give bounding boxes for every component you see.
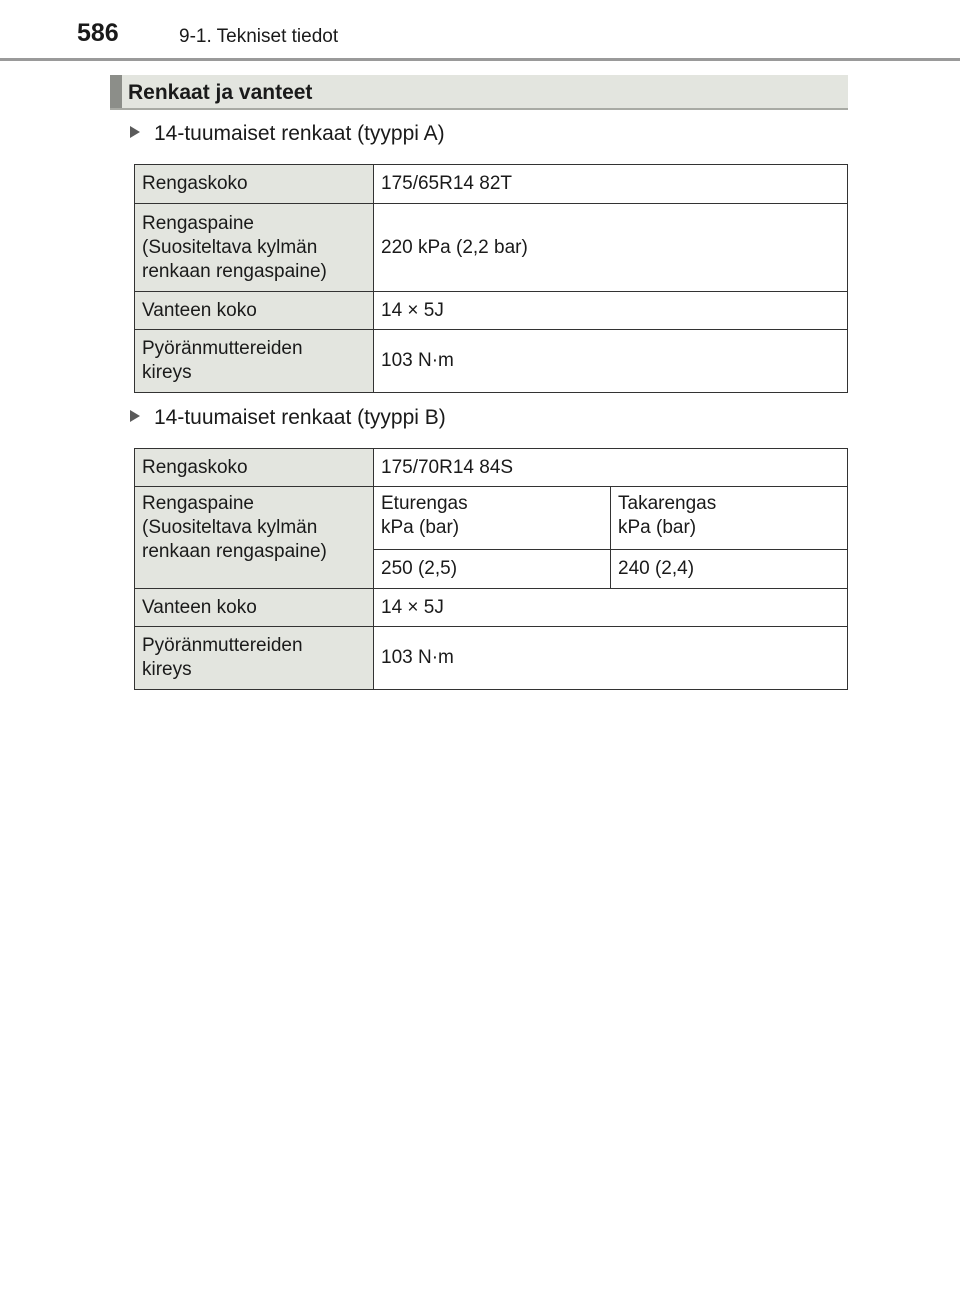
table-row [135, 589, 848, 627]
arrow-right-icon [130, 126, 140, 138]
tire-pressure-label: Rengaspaine (Suositeltava kylmän renkaan rengaspaine) [135, 204, 374, 292]
table-row [135, 449, 848, 487]
tire-a-spec-table [134, 164, 848, 393]
rim-size-value: 14 × 5J [374, 292, 848, 330]
tire-size-label: Rengaskoko [135, 165, 374, 204]
section-heading [110, 75, 848, 110]
section-heading-bar [110, 75, 122, 108]
lug-nut-torque-label: Pyöränmuttereiden kireys [135, 627, 374, 690]
table-row [135, 165, 848, 204]
table-row [135, 627, 848, 690]
subheading-tire-b-text: 14-tuumaiset renkaat (tyyppi B) [154, 406, 446, 429]
tire-size-value: 175/70R14 84S [374, 449, 848, 487]
page-number: 586 [77, 19, 119, 47]
front-tire-header: Eturengas kPa (bar) [374, 487, 611, 550]
lug-nut-torque-label: Pyöränmuttereiden kireys [135, 330, 374, 393]
rear-tire-header: Takarengas kPa (bar) [611, 487, 848, 550]
lug-nut-torque-value: 103 N·m [374, 330, 848, 393]
section-heading-text: Renkaat ja vanteet [128, 81, 313, 104]
tire-pressure-value: 220 kPa (2,2 bar) [374, 204, 848, 292]
lug-nut-torque-value: 103 N·m [374, 627, 848, 690]
rim-size-label: Vanteen koko [135, 292, 374, 330]
subheading-tire-a-text: 14-tuumaiset renkaat (tyyppi A) [154, 122, 445, 145]
subheading-tire-a [130, 121, 445, 147]
front-tire-pressure-value: 250 (2,5) [374, 550, 611, 589]
table-row [135, 330, 848, 393]
rim-size-label: Vanteen koko [135, 589, 374, 627]
table-row [135, 292, 848, 330]
chapter-title: 9-1. Tekniset tiedot [179, 26, 339, 47]
tire-size-value: 175/65R14 82T [374, 165, 848, 204]
subheading-tire-b [130, 405, 446, 431]
tire-b-spec-table [134, 448, 848, 690]
rim-size-value: 14 × 5J [374, 589, 848, 627]
tire-pressure-label: Rengaspaine (Suositeltava kylmän renkaan rengaspaine) [135, 487, 374, 589]
header-rule [0, 58, 960, 61]
table-row [135, 487, 848, 550]
arrow-right-icon [130, 410, 140, 422]
rear-tire-pressure-value: 240 (2,4) [611, 550, 848, 589]
tire-size-label: Rengaskoko [135, 449, 374, 487]
table-row [135, 204, 848, 292]
